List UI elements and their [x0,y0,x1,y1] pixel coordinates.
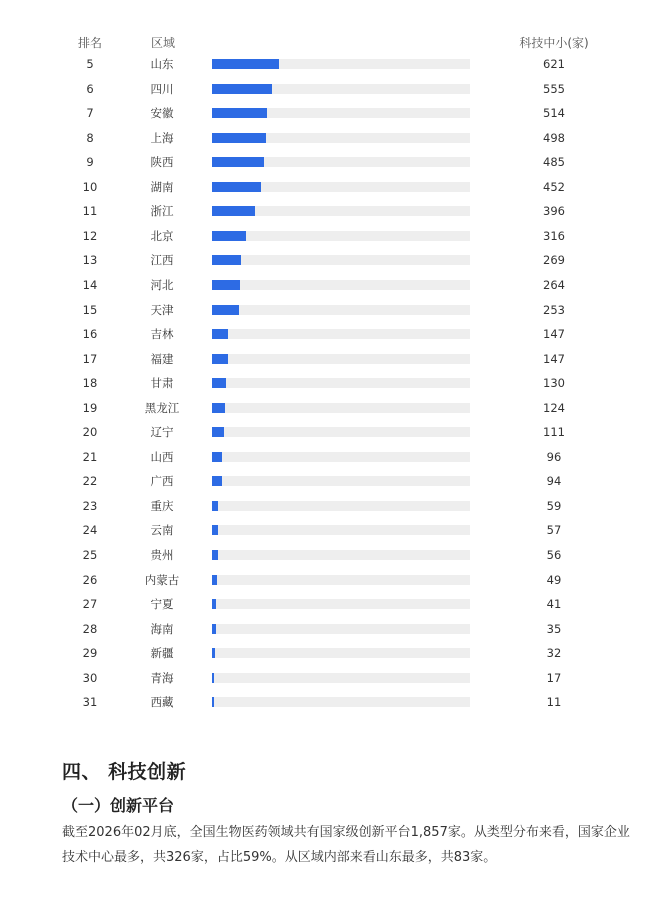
value-label: 124 [543,400,565,415]
value-label: 253 [543,302,565,317]
table-row [0,690,660,714]
table-row [0,469,660,493]
bar [212,575,217,585]
bar-track [212,206,470,216]
header-value: 科技中小(家) [519,36,589,50]
bar-track [212,84,470,94]
bar-track [212,403,470,413]
rank-label: 30 [82,670,98,685]
section-heading: 四、 科技创新 [62,761,187,783]
rank-label: 22 [82,474,98,489]
bar-track [212,452,470,462]
value-label: 621 [543,57,565,71]
bar [212,231,246,241]
rank-label: 10 [82,179,98,194]
bar [212,108,267,118]
rank-label: 16 [82,327,98,342]
rank-label: 12 [82,228,98,243]
region-label: 甘肃 [150,376,174,391]
region-label: 广西 [150,474,174,489]
region-label: 宁夏 [150,597,174,612]
bar-track [212,329,470,339]
bar-track [212,378,470,388]
table-row [0,420,660,444]
bar-track [212,59,470,69]
bar-track [212,133,470,143]
bar [212,452,222,462]
bar-track [212,697,470,707]
bar-track [212,525,470,535]
value-label: 130 [543,376,565,391]
bar-track [212,305,470,315]
region-label: 云南 [150,523,174,538]
bar [212,157,264,167]
bar [212,329,228,339]
region-label: 贵州 [150,548,174,562]
bar [212,525,218,535]
rank-label: 11 [82,204,98,219]
value-label: 11 [546,695,562,710]
rank-label: 20 [82,425,98,440]
bar [212,378,226,388]
value-label: 96 [546,449,562,464]
bar [212,255,241,265]
value-label: 269 [543,253,565,268]
rank-label: 23 [82,498,98,513]
region-label: 上海 [150,130,174,145]
bar [212,280,240,290]
region-label: 山东 [150,57,174,71]
bar [212,648,215,658]
bar [212,206,255,216]
table-row [0,666,660,690]
bar [212,697,214,707]
table-row [0,322,660,346]
bar [212,427,224,437]
region-label: 重庆 [150,498,174,513]
region-label: 辽宁 [150,425,174,440]
rank-label: 27 [82,597,98,612]
rank-label: 31 [82,695,98,710]
bar-track [212,182,470,192]
table-row [0,396,660,420]
bar-track [212,599,470,609]
bar [212,673,214,683]
value-label: 396 [543,204,565,219]
region-label: 吉林 [150,327,174,342]
rank-label: 26 [82,572,98,587]
bar-track [212,624,470,634]
bar-track [212,550,470,560]
table-row [0,77,660,101]
value-label: 147 [543,351,565,366]
table-row [0,518,660,542]
table-row [0,347,660,371]
table-row [0,371,660,395]
region-label: 海南 [150,621,174,636]
bar-track [212,648,470,658]
table-row [0,150,660,174]
bar-track [212,231,470,241]
value-label: 59 [546,498,562,513]
region-label: 西藏 [150,695,174,710]
table-row [0,568,660,592]
value-label: 555 [543,81,565,96]
table-row [0,224,660,248]
rank-label: 13 [82,253,98,268]
table-row [0,199,660,223]
bar-track [212,427,470,437]
table-row [0,175,660,199]
region-label: 河北 [150,277,174,292]
region-label: 浙江 [150,204,174,219]
value-label: 485 [543,155,565,170]
bar-track [212,157,470,167]
bar [212,501,218,511]
value-label: 452 [543,179,565,194]
value-label: 147 [543,327,565,342]
bar-track [212,476,470,486]
rank-label: 14 [82,277,98,292]
table-row [0,592,660,616]
region-label: 北京 [150,228,174,243]
value-label: 56 [546,548,562,562]
region-label: 安徽 [150,106,174,121]
rank-label: 24 [82,523,98,538]
bar [212,59,279,69]
rank-label: 17 [82,351,98,366]
table-row [0,273,660,297]
bar-track [212,108,470,118]
region-label: 内蒙古 [144,572,180,587]
bar [212,133,266,143]
table-row [0,126,660,150]
rank-label: 28 [82,621,98,636]
table-row [0,101,660,125]
header-region: 区域 [151,36,176,50]
bar [212,599,216,609]
value-label: 111 [543,425,565,440]
bar [212,550,218,560]
value-label: 41 [546,597,562,612]
header-rank: 排名 [78,36,103,50]
bar [212,624,216,634]
rank-label: 5 [86,57,94,71]
region-label: 福建 [150,351,174,366]
rank-label: 9 [86,155,94,170]
region-label: 青海 [150,670,174,685]
bar-track [212,354,470,364]
bar [212,305,239,315]
bar [212,84,272,94]
value-label: 32 [546,646,562,661]
region-label: 天津 [150,302,174,317]
bar-track [212,673,470,683]
value-label: 498 [543,130,565,145]
section-subheading: （一）创新平台 [62,796,175,815]
value-label: 264 [543,277,565,292]
region-label: 江西 [150,253,174,268]
bar-track [212,280,470,290]
region-label: 四川 [150,81,174,96]
value-label: 94 [546,474,562,489]
region-label: 湖南 [150,179,174,194]
rank-label: 15 [82,302,98,317]
value-label: 49 [546,572,562,587]
table-row [0,617,660,641]
bar [212,403,225,413]
rank-label: 6 [86,81,94,96]
rank-label: 18 [82,376,98,391]
value-label: 35 [546,621,562,636]
region-label: 山西 [150,449,174,464]
value-label: 17 [546,670,562,685]
bar [212,476,222,486]
region-label: 新疆 [150,646,174,661]
table-row [0,494,660,518]
value-label: 514 [543,106,565,121]
table-row [0,445,660,469]
bar [212,182,261,192]
section-paragraph: 截至2026年02月底，全国生物医药领域共有国家级创新平台1,857家。从类型分布来看，国家企业技术中心最多，共326家，占比59%。从区域内部来看山东最多，共83家。 [62,825,630,865]
table-row [0,52,660,76]
value-label: 316 [543,228,565,243]
table-row [0,248,660,272]
region-label: 黑龙江 [144,400,180,415]
rank-label: 25 [82,548,98,562]
value-label: 57 [546,523,562,538]
table-row [0,641,660,665]
bar [212,354,228,364]
rank-label: 19 [82,400,98,415]
region-label: 陕西 [150,155,174,170]
rank-label: 21 [82,449,98,464]
table-row [0,543,660,567]
table-row [0,298,660,322]
bar-track [212,501,470,511]
bar-track [212,575,470,585]
rank-label: 7 [86,106,94,121]
rank-label: 8 [86,130,94,145]
bar-track [212,255,470,265]
rank-label: 29 [82,646,98,661]
